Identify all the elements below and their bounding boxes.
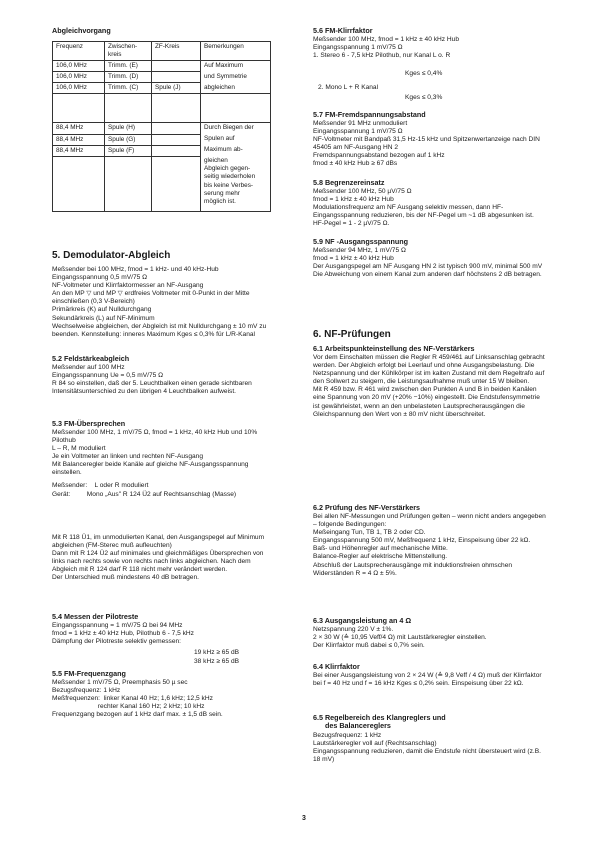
section-5-3-title: 5.3 FM-Übersprechen	[52, 419, 126, 428]
pilot-19khz: 19 kHz ≥ 65 dB	[194, 649, 240, 656]
table-title: Abgleichvorgang	[52, 26, 111, 35]
section-6-3-body: Netzspannung 220 V ± 1%. 2 × 30 W (≙ 10,95 Veff/4 Ω) mit Lautstärkeregler einstellen. Der Klirrfaktor muß dabei ≤ 0,7% sein.	[313, 626, 487, 650]
section-5-6-title: 5.6 FM-Klirrfaktor	[313, 26, 373, 35]
table-row: 88,4 MHz Spule (H) Durch Biegen der	[53, 123, 271, 134]
section-6-3-title: 6.3 Ausgangsleistung an 4 Ω	[313, 616, 412, 625]
table-row: 106,0 MHz Trimm. (D) und Symmetrie	[53, 72, 271, 83]
section-6-5-body: Bezugsfrequenz: 1 kHz Lautstärkeregler voll auf (Rechtsanschlag) Eingangsspannung reduzieren, damit die Endstufe nicht übersteuert wird (z.B. 18 mV)	[313, 732, 541, 764]
section-5-6-body: Meßsender 100 MHz, fmod = 1 kHz ± 40 kHz Hub Eingangsspannung 1 mV/75 Ω 1. Stereo 6 - 7,5 kHz Pilothub, nur Kanal L o. R	[313, 36, 459, 60]
table-row: 106,0 MHz Trimm. (E) Auf Maximum	[53, 61, 271, 72]
section-5-8-body: Meßsender 100 MHz, 50 µV/75 Ω fmod = 1 kHz ± 40 kHz Hub Modulationsfrequenz am NF Ausgang selektiv messen, dann HF-Eingangsspannung reduzieren, bis der NF-Pegel um ~1 dB abgesunken ist. HF-Pegel = 1 - 2 µV/75 Ω.	[313, 188, 534, 228]
section-5-9-title: 5.9 NF -Ausgangsspannung	[313, 237, 409, 246]
section-5-2-body: Meßsender auf 100 MHz Eingangsspannung Ue = 0,5 mV/75 Ω R 84 so einstellen, daß der 5. Leuchtbalken einen gerade sichtbaren Intensitätsunterschied zu den übrigen 4 Leuchtbalken aufweist.	[52, 364, 252, 396]
klirr-mono: Kges ≤ 0,3%	[405, 94, 443, 101]
section-6-1-body: Vor dem Einschalten müssen die Regler R 459/461 auf Linksanschlag gebracht werden. Der Abgleich erfolgt bei Leerlauf und ohne Ausgangsbelastung. Die Netzspannung und der Kühlkörper ist im kalten Zustand mit dem Regeltrafo auf den Sollwert zu steigern, die Leistungsaufnahme muß unter 15 W bleiben. Mit R 459 bzw. R 461 wird zwischen den Punkten A und B in beiden Kanälen eine Spannung von 20 mV (+20% −10%) eingestellt. Die Endstufensymmetrie ist gewährleistet, wenn an den unbelasteten Lautsprecherausgängen die Gleichspannung den Wert von ± 80 mV nicht überschreitet.	[313, 354, 545, 418]
table-row: 88,4 MHz Spule (G) Spulen auf	[53, 134, 271, 145]
page-number: 3	[302, 815, 306, 822]
col-zwischenkreis: Zwischen- kreis	[105, 42, 152, 61]
section-5-3-body2: Mit R 118 Ü1, im unmodulierten Kanal, den Ausgangspegel auf Minimum abgleichen (FM-Sterec muß aufleuchten) Dann mit R 124 Ü2 auf minimales und gleichmäßiges Übersprechen von links nach rechts sowie von rechts nach links abgleichen. Nach dem Abgleich mit R 124 darf R 118 nicht mehr verändert werden. Der Unterschied muß mindestens 40 dB betragen.	[52, 534, 265, 582]
section-5-body: Meßsender bei 100 MHz, fmod = 1 kHz- und 40 kHz-Hub Eingangsspannung 0,5 mV/75 Ω NF-Voltmeter und Klirrfaktormesser an NF-Ausgang An den MP ▽ und MP ▽ erdfreies Voltmeter mit 0-Punkt in der Mitte einschließen (0,3 V-Bereich) Primärkreis (K) auf Nulldurchgang Sekundärkreis (L) auf NF-Minimum Wechselweise abgleichen, der Abgleich ist mit Nulldurchgang ± 10 mV zu beenden. Kennstellung: inneres Maximum Kges ≤ 0,3% für L/R-Kanal	[52, 266, 267, 338]
section-6-4-title: 6.4 Klirrfaktor	[313, 662, 360, 671]
section-6-1-title: 6.1 Arbeitspunkteinstellung des NF-Verstärkers	[313, 344, 475, 353]
section-6-title: 6. NF-Prüfungen	[313, 329, 391, 340]
section-6-2-body: Bei allen NF-Messungen und Prüfungen gelten – wenn nicht anders angegeben – folgende Bedingungen: Meßeingang Tun, TB 1, TB 2 oder CD. Eingangsspannung 500 mV, Meßfrequenz 1 kHz, Einspeisung über 22 kΩ. Baß- und Höhenregler auf mechanische Mitte. Balance-Regler auf elektrische Mittenstellung. Abschluß der Lautsprecherausgänge mit induktionsfreien ohmschen Widerständen R = 4 Ω ± 5%.	[313, 513, 546, 577]
section-5-4-body: Eingangsspannung = 1 mV/75 Ω bei 94 MHz fmod = 1 kHz ± 40 kHz Hub, Pilothub 6 - 7,5 kHz Dämpfung der Pilotreste selektiv gemessen:	[52, 622, 194, 646]
section-6-2-title: 6.2 Prüfung des NF-Verstärkers	[313, 503, 421, 512]
table-row: 88,4 MHz Spule (F) Maximum ab-	[53, 145, 271, 156]
section-5-7-title: 5.7 FM-Fremdspannungsabstand	[313, 110, 426, 119]
col-frequenz: Frequenz	[53, 42, 105, 61]
section-6-5-title: 6.5 Regelbereich des Klangreglers und des Balancereglers	[313, 713, 446, 731]
section-5-3-messender: Meßsender: L oder R moduliert	[52, 482, 149, 489]
section-5-7-body: Meßsender 91 MHz unmoduliert Eingangsspannung 1 mV/75 Ω NF-Voltmeter mit Bandpaß 31,5 Hz-15 kHz und Spitzenwertanzeige nach DIN 45405 am NF-Ausgang HN 2 Fremdspannungsabstand bezogen auf 1 kHz fmod ± 40 kHz Hub ≥ 67 dBs	[313, 120, 540, 168]
section-5-5-body: Meßsender 1 mV/75 Ω, Preemphasis 50 µ sec Bezugsfrequenz: 1 kHz Meßfrequenzen: linker Kanal 40 Hz; 1,6 kHz; 12,5 kHz rechter Kanal 160 Hz; 2 kHz; 10 kHz Frequenzgang bezogen auf 1 kHz darf max. ± 1,5 dB sein.	[52, 679, 223, 719]
col-zf-kreis: ZF-Kreis	[152, 42, 201, 61]
table-row: 106,0 MHz Trimm. (C) Spule (J) abgleichen	[53, 83, 271, 94]
klirr-stereo: Kges ≤ 0,4%	[405, 70, 443, 77]
section-5-8-title: 5.8 Begrenzereinsatz	[313, 178, 385, 187]
table-notes: gleichen Abgleich gegen- seitig wiederholen bis keine Verbes- serung mehr möglich ist.	[201, 156, 271, 211]
section-5-9-body: Meßsender 94 MHz, 1 mV/75 Ω fmod = 1 kHz ± 40 kHz Hub Der Ausgangspegel am NF Ausgang HN 2 ist typisch 900 mV, minimal 500 mV Die Abweichung von einem Kanal zum anderen darf höchstens 2 dB betragen.	[313, 247, 543, 279]
section-5-4-title: 5.4 Messen der Pilotreste	[52, 612, 139, 621]
adjustment-table	[52, 41, 271, 212]
section-5-2-title: 5.2 Feldstärkeabgleich	[52, 354, 130, 363]
section-5-5-title: 5.5 FM-Frequenzgang	[52, 669, 126, 678]
pilot-38khz: 38 kHz ≥ 65 dB	[194, 658, 240, 665]
section-6-4-body: Bei einer Ausgangsleistung von 2 × 24 W (≙ 9,8 Veff / 4 Ω) muß der Klirrfaktor bei f = 40 Hz und f = 16 kHz Kges ≤ 0,2% sein. Einspeisung über 22 kΩ.	[313, 672, 542, 688]
col-bemerkungen: Bemerkungen	[201, 42, 271, 61]
section-5-title: 5. Demodulator-Abgleich	[52, 250, 171, 261]
section-5-3-geraet: Gerät: Mono „Aus" R 124 Ü2 auf Rechtsanschlag (Masse)	[52, 491, 237, 498]
section-5-3-body: Meßsender 100 MHz, 1 mV/75 Ω, fmod = 1 kHz, 40 kHz Hub und 10% Pilothub L – R, M moduliert Je ein Voltmeter an linken und rechten NF-Ausgang Mit Balanceregler beide Kanäle auf gleiche NF-Ausgangsspannung einstellen.	[52, 429, 258, 477]
section-5-6-mono: 2. Mono L + R Kanal	[318, 84, 379, 91]
